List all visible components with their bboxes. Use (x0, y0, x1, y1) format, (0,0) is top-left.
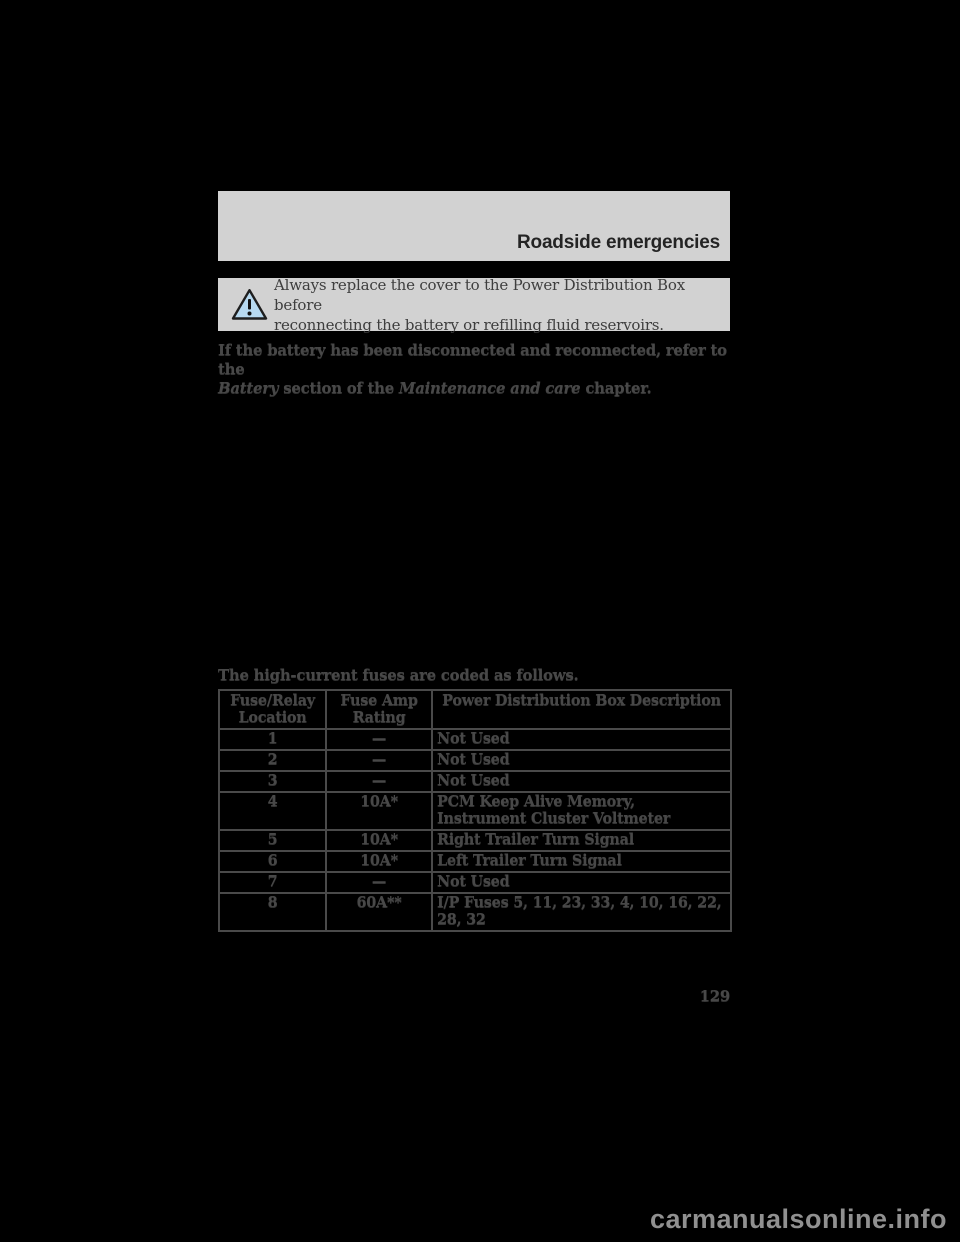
fuse-table-cell: 10A* (326, 792, 432, 830)
fuse-table-header-row (219, 690, 731, 729)
fuse-table-row (219, 750, 731, 771)
warning-triangle-icon (224, 288, 274, 321)
fuse-table-cell: 5 (219, 830, 326, 851)
fuse-table-body (219, 729, 731, 931)
battery-note-segment: Maintenance and care (398, 379, 581, 397)
fuse-table-cell: 2 (219, 750, 326, 771)
fuse-table-cell: Not Used (432, 750, 731, 771)
fuse-table-cell: Not Used (432, 729, 731, 750)
warning-line-1: Always replace the cover to the Power Distribution Box before (274, 275, 685, 314)
page-number: 129 (699, 987, 730, 1005)
fuse-table-cell: Not Used (432, 771, 731, 792)
fuse-table-cell: — (326, 771, 432, 792)
fuse-table-cell: — (326, 872, 432, 893)
fuse-table-cell: 1 (219, 729, 326, 750)
chapter-title: Roadside emergencies (517, 232, 720, 253)
fuse-table-cell: I/P Fuses 5, 11, 23, 33, 4, 10, 16, 22, 28, 32 (432, 893, 731, 931)
fuse-table-row (219, 851, 731, 872)
chapter-header-panel (218, 191, 730, 261)
fuse-table-cell: 10A* (326, 830, 432, 851)
battery-note (218, 341, 730, 398)
fuse-table-cell: 60A** (326, 893, 432, 931)
fuse-intro-text: The high-current fuses are coded as follows. (218, 666, 579, 684)
fuse-table-cell: 10A* (326, 851, 432, 872)
fuse-table-cell: 7 (219, 872, 326, 893)
fuse-table-cell: — (326, 729, 432, 750)
warning-box (218, 275, 730, 334)
fuse-table-row (219, 830, 731, 851)
fuse-table-row (219, 729, 731, 750)
fuse-table-cell: 8 (219, 893, 326, 931)
fuse-table-row (219, 792, 731, 830)
watermark-text: carmanualsonline.info (649, 1204, 947, 1234)
battery-note-line-2 (218, 379, 651, 397)
fuse-table-cell: Not Used (432, 872, 731, 893)
battery-note-segment: chapter. (580, 379, 652, 397)
fuse-table (218, 689, 732, 932)
fuse-table-cell: 3 (219, 771, 326, 792)
warning-line-2: reconnecting the battery or refilling fluid reservoirs. (274, 315, 664, 334)
battery-note-line-1: If the battery has been disconnected and reconnected, refer to the (218, 341, 727, 378)
fuse-table-head (219, 690, 731, 729)
fuse-table-column-header: Fuse/Relay Location (219, 690, 326, 729)
fuse-table-cell: Right Trailer Turn Signal (432, 830, 731, 851)
fuse-table-column-header: Fuse Amp Rating (326, 690, 432, 729)
fuse-table-cell: Left Trailer Turn Signal (432, 851, 731, 872)
fuse-table-cell: 4 (219, 792, 326, 830)
fuse-table-column-header: Power Distribution Box Description (432, 690, 731, 729)
warning-text (274, 275, 722, 335)
fuse-table-row (219, 893, 731, 931)
fuse-table-cell: 6 (219, 851, 326, 872)
fuse-table-cell: — (326, 750, 432, 771)
fuse-table-row (219, 872, 731, 893)
battery-note-segment: section of the (278, 379, 399, 397)
fuse-table-row (219, 771, 731, 792)
fuse-table-cell: PCM Keep Alive Memory, Instrument Cluster Voltmeter (432, 792, 731, 830)
battery-note-segment: Battery (218, 379, 279, 397)
